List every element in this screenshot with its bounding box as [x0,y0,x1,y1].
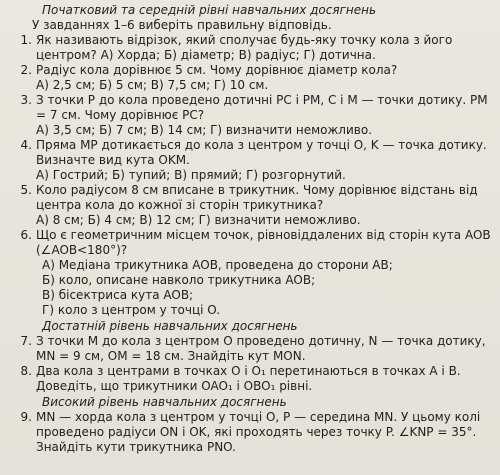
task-4 [14,138,492,183]
task-question: Як називають відрізок, який сполучає будь-яку точку кола з його центром? А) Хорда; Б) діаметр; В) радіус; Г) дотична. [36,33,453,62]
task-number: 8. [20,364,32,378]
task-6 [14,228,492,318]
task-options: А) 2,5 см; Б) 5 см; В) 7,5 см; Г) 10 см. [36,78,269,92]
task-option-d: Г) коло з центром у точці O. [42,303,221,317]
task-options: А) 8 см; Б) 4 см; В) 12 см; Г) визначити неможливо. [36,213,361,227]
section-title-sufficient: Достатній рівень навчальних досягнень [42,319,298,333]
task-option-a: А) Медіана трикутника AOB, проведена до сторони AB; [42,258,393,272]
instructions: У завданнях 1–6 виберіть правильну відповідь. [32,18,332,32]
task-number: 1. [20,33,32,47]
task-number: 6. [20,228,32,242]
task-number: 3. [20,93,32,107]
task-number: 9. [20,410,32,424]
task-question: Пряма MP дотикається до кола з центром у точці O, K — точка дотику. Визначте вид кута OKM. [36,138,487,167]
task-7 [14,334,492,364]
task-5 [14,183,492,228]
task-question: З точки P до кола проведено дотичні PC і PM, C і M — точки дотику. PM = 7 см. Чому дорівнює PC? [36,93,488,122]
task-8 [14,364,492,394]
task-number: 2. [20,63,32,77]
task-number: 5. [20,183,32,197]
task-question: З точки M до кола з центром O проведено дотичну, N — точка дотику, MN = 9 см, OM = 18 см. Знайдіть кут MON. [36,334,486,363]
task-question: Два кола з центрами в точках O і O₁ перетинаються в точках A і B. Доведіть, що трикутники OAO₁ і OBO₁ рівні. [36,364,461,393]
task-1 [14,33,492,63]
task-3 [14,93,492,138]
section-title-high: Високий рівень навчальних досягнень [42,395,287,409]
task-options: А) 3,5 см; Б) 7 см; В) 14 см; Г) визначити неможливо. [36,123,373,137]
task-9 [14,410,492,455]
task-options: А) Гострий; Б) тупий; В) прямий; Г) розгорнутий. [36,168,346,182]
task-option-b: Б) коло, описане навколо трикутника AOB; [42,273,316,287]
task-question: Коло радіусом 8 см вписане в трикутник. Чому дорівнює відстань від центра кола до кожної зі сторін трикутника? [36,183,478,212]
task-question: Що є геометричним місцем точок, рівновіддалених від сторін кута AOB (∠AOB<180°)? [36,228,491,257]
task-2 [14,63,492,93]
task-option-c: В) бісектриса кута AOB; [42,288,194,302]
task-number: 4. [20,138,32,152]
task-question: Радіус кола дорівнює 5 см. Чому дорівнює діаметр кола? [36,63,398,77]
task-question: MN — хорда кола з центром у точці O, P — середина MN. У цьому колі проведено радіуси ON і OK, які проходять через точку P. ∠KNP = 35°. Знайдіть кути трикутника PNO. [36,410,481,454]
task-number: 7. [20,334,32,348]
section-title-basic: Початковий та середній рівні навчальних досягнень [42,3,377,17]
